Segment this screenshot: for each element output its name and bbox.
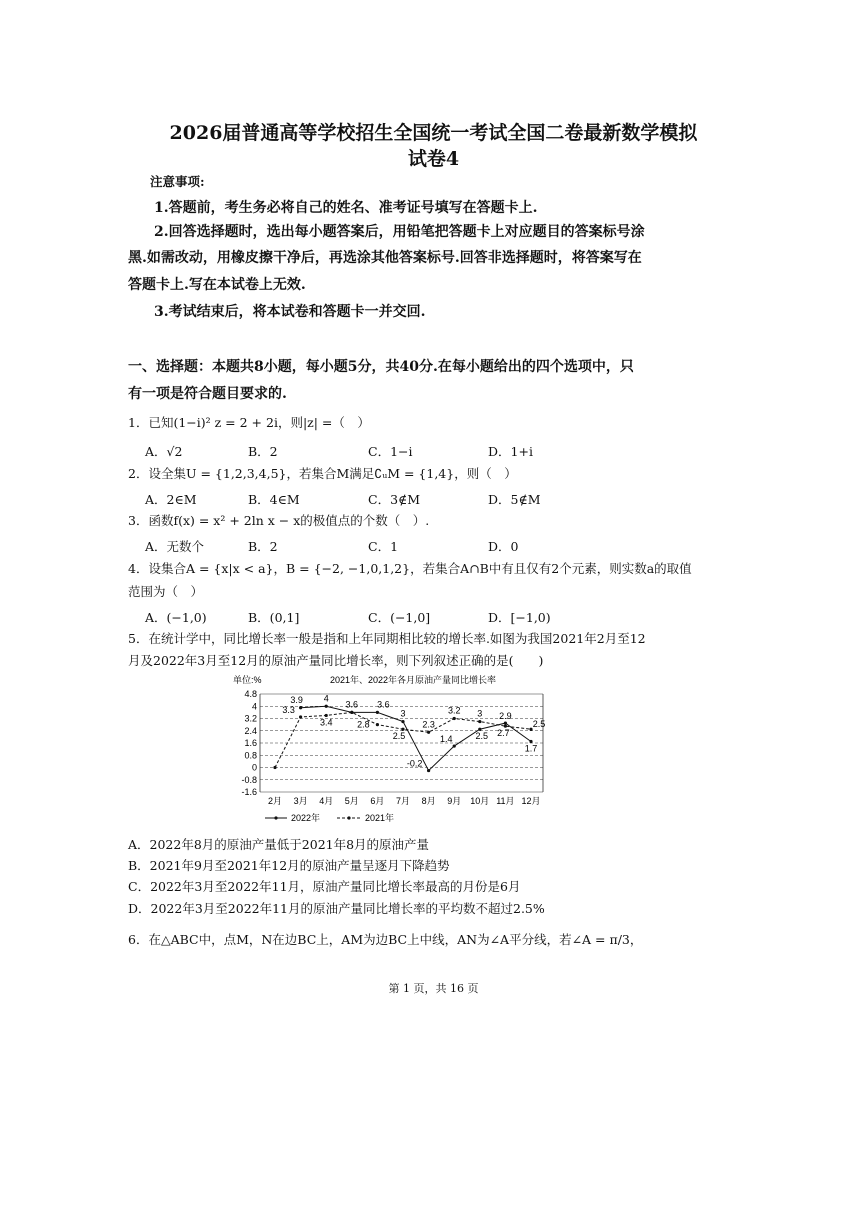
page-footer: 第 1 页，共 16 页 — [388, 982, 479, 995]
chart-y-ticks — [241, 689, 257, 797]
q3-option-c: C．1 — [368, 539, 399, 554]
q4-option-c: C．(−1,0] — [368, 610, 431, 625]
legend-2021: 2021年 — [365, 813, 395, 823]
q5-option-c: C．2022年3月至2022年11月，原油产量同比增长率最高的月份是6月 — [128, 879, 521, 894]
x-tick-label: 3月 — [293, 796, 308, 806]
oil-growth-chart — [225, 672, 555, 827]
y-tick-label: 0.8 — [244, 750, 257, 761]
section-1-line-1: 一、选择题：本题共8小题，每小题5分，共40分.在每小题给出的四个选项中，只 — [128, 359, 634, 375]
q1-option-c: C．1−i — [368, 444, 413, 459]
data-point — [401, 720, 404, 723]
q4-option-a: A．(−1,0) — [145, 610, 207, 625]
data-point — [478, 720, 481, 723]
data-label: 3 — [477, 708, 483, 719]
data-label: -0.2 — [406, 758, 423, 769]
q1-option-d: D．1+i — [488, 444, 533, 459]
x-tick-label: 12月 — [521, 796, 541, 806]
q3-option-d: D．0 — [488, 539, 519, 554]
data-point — [376, 711, 379, 714]
notice-item-2c: 答题卡上.写在本试卷上无效. — [128, 277, 306, 293]
q5-option-d: D．2022年3月至2022年11月的原油产量同比增长率的平均数不超过2.5% — [128, 901, 545, 916]
chart-unit-label: 单位:% — [233, 675, 262, 685]
data-label: 2.7 — [497, 728, 510, 739]
q3-stem: 3．函数f(x) = x² + 2ln x − x的极值点的个数（ ）. — [128, 513, 430, 528]
q1-option-b: B．2 — [248, 444, 278, 459]
y-tick-label: 4.8 — [244, 689, 257, 699]
data-label: 1.4 — [439, 734, 453, 745]
data-label: 2.8 — [357, 719, 370, 730]
x-tick-label: 7月 — [395, 796, 411, 806]
x-tick-label: 10月 — [470, 796, 490, 806]
data-label: 2.3 — [422, 719, 435, 730]
x-tick-label: 2月 — [267, 796, 283, 806]
chart-x-ticks — [268, 796, 541, 806]
q3-option-b: B．2 — [248, 539, 278, 554]
y-tick-label: 0 — [251, 762, 257, 773]
title-line-1: 2026届普通高等学校招生全国统一考试全国二卷最新数学模拟 — [169, 122, 698, 144]
data-point — [273, 766, 276, 769]
q1-stem: 1．已知(1−i)² z = 2 + 2i，则|z| =（ ） — [128, 415, 370, 430]
y-tick-label: 1.6 — [244, 738, 257, 748]
q5-option-b: B．2021年9月至2021年12月的原油产量呈逐月下降趋势 — [128, 858, 450, 873]
y-tick-label: 4 — [251, 701, 257, 712]
data-point — [453, 717, 456, 720]
data-point — [299, 706, 302, 709]
data-label: 2.9 — [499, 711, 512, 722]
y-tick-label: -0.8 — [241, 774, 257, 785]
q5-stem-2: 月及2022年3月至12月的原油产量同比增长率，则下列叙述正确的是( ) — [128, 653, 544, 668]
chart-title: 2021年、2022年各月原油产量同比增长率 — [329, 675, 497, 685]
data-point — [350, 711, 353, 714]
x-tick-label: 9月 — [447, 796, 462, 806]
q2-option-a: A．2∈M — [145, 492, 197, 507]
y-tick-label: 3.2 — [244, 713, 257, 724]
y-tick-label: -1.6 — [241, 787, 257, 797]
x-tick-label: 6月 — [370, 796, 385, 806]
notice-heading: 注意事项: — [150, 174, 205, 189]
data-point — [504, 721, 507, 724]
data-label: 2.5 — [475, 731, 489, 742]
q1-option-a: A．√2 — [145, 444, 183, 459]
chart-legend — [265, 812, 394, 823]
q2-option-d: D．5∉M — [488, 492, 541, 507]
data-label: 3.3 — [282, 704, 295, 715]
data-label: 1.7 — [524, 743, 538, 754]
data-label: 3.6 — [377, 699, 390, 710]
notice-item-1: 1.答题前，考生务必将自己的姓名、准考证号填写在答题卡上. — [154, 200, 538, 216]
q6-stem: 6．在△ABC中，点M，N在边BC上，AM为边BC上中线，AN为∠A平分线，若∠A = π/3， — [128, 932, 643, 947]
legend-2022: 2022年 — [291, 813, 321, 823]
q4-option-d: D．[−1,0) — [488, 610, 551, 625]
title-line-2: 试卷4 — [407, 148, 460, 170]
data-point — [427, 731, 430, 734]
data-label: 3.2 — [447, 705, 461, 716]
y-tick-label: 2.4 — [244, 725, 257, 736]
data-label: 2.5 — [392, 731, 406, 742]
data-label: 4 — [323, 693, 329, 704]
notice-item-2a: 2.回答选择题时，选出每小题答案后，用铅笔把答题卡上对应题目的答案标号涂 — [154, 224, 645, 240]
data-point — [376, 723, 379, 726]
data-point — [427, 769, 430, 772]
q4-option-b: B．(0,1] — [248, 610, 300, 625]
q2-option-c: C．3∉M — [368, 492, 421, 507]
q5-option-a: A．2022年8月的原油产量低于2021年8月的原油产量 — [128, 837, 430, 852]
data-label: 3 — [400, 708, 406, 719]
data-label: 3.9 — [290, 694, 303, 705]
x-tick-label: 5月 — [344, 796, 359, 806]
q5-stem-1: 5．在统计学中，同比增长率一般是指和上年同期相比较的增长率.如图为我国2021年2月至12 — [128, 631, 646, 646]
q4-stem-2: 范围为（ ） — [128, 584, 204, 599]
x-tick-label: 11月 — [496, 796, 515, 806]
data-label: 3.4 — [319, 717, 333, 728]
data-point — [299, 715, 302, 718]
data-label: 2.5 — [532, 719, 546, 730]
notice-item-3: 3.考试结束后，将本试卷和答题卡一并交回. — [154, 304, 426, 320]
section-1-line-2: 有一项是符合题目要求的. — [128, 386, 287, 402]
x-tick-label: 8月 — [421, 796, 436, 806]
x-tick-label: 4月 — [319, 796, 334, 806]
q2-stem: 2．设全集U = {1,2,3,4,5}，若集合M满足∁ᵤM = {1,4}，则（ ） — [128, 466, 517, 481]
notice-item-2b: 黑.如需改动，用橡皮擦干净后，再选涂其他答案标号.回答非选择题时，将答案写在 — [128, 250, 642, 266]
q2-option-b: B．4∈M — [248, 492, 300, 507]
q3-option-a: A．无数个 — [145, 539, 205, 554]
q4-stem-1: 4．设集合A = {x|x < a}，B = {−2, −1,0,1,2}，若集合A∩B中有且仅有2个元素，则实数a的取值 — [128, 561, 692, 576]
data-point — [325, 705, 328, 708]
data-point — [453, 744, 456, 747]
data-label: 3.6 — [345, 699, 359, 710]
